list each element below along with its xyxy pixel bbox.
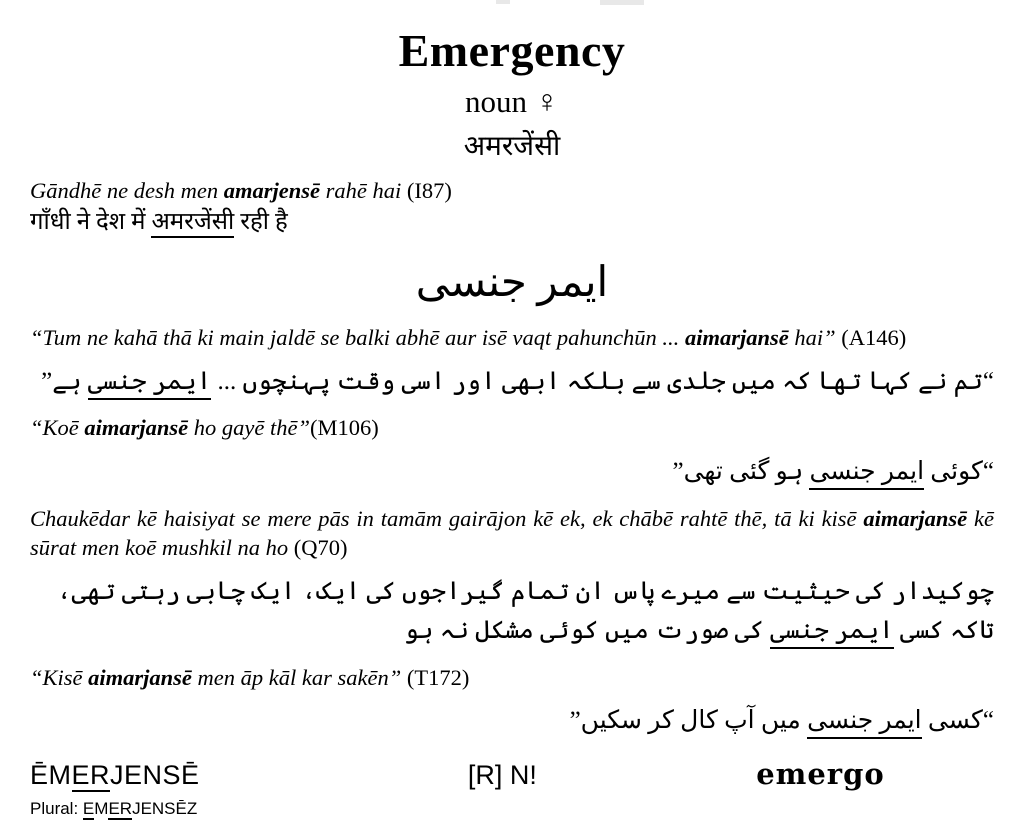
example-text: ہو گئی تھی” xyxy=(672,457,810,485)
keyword: amarjensē xyxy=(223,177,320,203)
keyword: aimarjansē xyxy=(863,505,968,531)
pron-stress-underline: ER xyxy=(71,760,111,791)
example-roman-line xyxy=(30,413,994,443)
keyword: aimarjansē xyxy=(88,664,192,690)
example-text: میں آپ کال کر سکیں” xyxy=(569,707,808,735)
example-text: ہے” xyxy=(41,367,88,395)
example-text: गाँधी ने देश में xyxy=(30,209,152,236)
source-ref: (M106) xyxy=(310,415,379,441)
example-text: “Kisē xyxy=(30,664,89,690)
example-urdu-line xyxy=(30,702,994,741)
example-roman-line xyxy=(30,504,994,563)
keyword-underlined: ایمر جنسی xyxy=(809,458,924,490)
entry-title: Emergency xyxy=(398,25,626,76)
entry-body xyxy=(0,176,1024,741)
pron-segment: JENSĒ xyxy=(110,760,200,791)
example-urdu-line xyxy=(30,363,994,402)
part-of-speech-line xyxy=(0,83,1024,120)
source-ref: (T172) xyxy=(406,664,470,690)
keyword-underlined: ایمر جنسی xyxy=(88,368,211,400)
source-ref: (A146) xyxy=(841,324,907,350)
example-text: “تم نے کہا تھا کہ میں جلدی سے بلکہ ابھی اور اسی وقت پہنچوں ... xyxy=(211,367,994,395)
grammar-code: [R] N! xyxy=(467,760,537,791)
urdu-headword: ایمر جنسی xyxy=(415,260,609,307)
part-of-speech: noun xyxy=(465,83,527,119)
keyword-underlined: अमरजेंसी xyxy=(151,209,234,238)
example-urdu-line xyxy=(30,453,994,492)
keyword: aimarjansē xyxy=(84,415,189,441)
example-urdu-line xyxy=(30,573,994,651)
keyword: aimarjansē xyxy=(684,324,789,350)
example-text: ho gayē thē” xyxy=(188,415,311,441)
example-text: Gāndhē ne desh men xyxy=(30,177,224,203)
plural-line xyxy=(0,799,1024,819)
example-text: “Tum ne kahā thā ki main jaldē se balki abhē aur isē vaqt pahunchūn ... xyxy=(30,324,685,350)
plural-label: Plural: xyxy=(30,799,83,819)
source-ref: (Q70) xyxy=(293,535,348,561)
example-hindi-line xyxy=(30,207,994,238)
example-text: کی صورت میں کوئی مشکل نہ ہو xyxy=(404,616,771,644)
example-text: “کسی xyxy=(921,707,994,735)
example-text: kē sūrat men koē mushkil na ho xyxy=(30,505,994,561)
plural-segment: JENSĒZ xyxy=(132,799,198,819)
example-roman-line xyxy=(30,663,994,693)
plural-segment: M xyxy=(94,799,109,819)
example-text: hai” xyxy=(788,324,842,350)
hindi-headword: अमरजेंसी xyxy=(463,130,561,162)
keyword-underlined: ایمر جنسی xyxy=(770,617,893,649)
etymology-word-blackletter: emergo xyxy=(756,757,885,792)
example-text: Chaukēdar kē haisiyat se mere pās in tamām gairājon kē ek, ek chābē rahtē thē, tā ki kisē xyxy=(30,505,864,531)
example-text: چوکیدار کی حیثیت سے میرے پاس ان تمام گیراجوں کی ایک، ایک چابی رہتی تھی، تاکہ کسی xyxy=(56,578,994,644)
plural-stress-underline: ER xyxy=(108,799,133,819)
pron-segment: ĒM xyxy=(30,760,72,791)
entry-header xyxy=(0,0,1024,164)
plural-stress-underline: E xyxy=(82,799,95,819)
example-text: रही है xyxy=(234,209,288,236)
example-text: rahē hai xyxy=(319,177,407,203)
source-ref: (I87) xyxy=(406,177,452,203)
keyword-underlined: ایمر جنسی xyxy=(807,707,922,739)
top-edge-artifact xyxy=(496,0,510,4)
example-roman-line xyxy=(30,323,994,353)
pronunciation xyxy=(30,760,358,791)
top-edge-artifact xyxy=(600,0,644,5)
example-text: “Koē xyxy=(30,415,85,441)
example-text: men āp kāl kar sakēn” xyxy=(191,664,407,690)
example-roman-line xyxy=(30,176,994,206)
example-text: “کوئی xyxy=(924,457,994,485)
female-gender-icon: ♀ xyxy=(535,82,559,119)
entry-footer xyxy=(0,757,1024,791)
